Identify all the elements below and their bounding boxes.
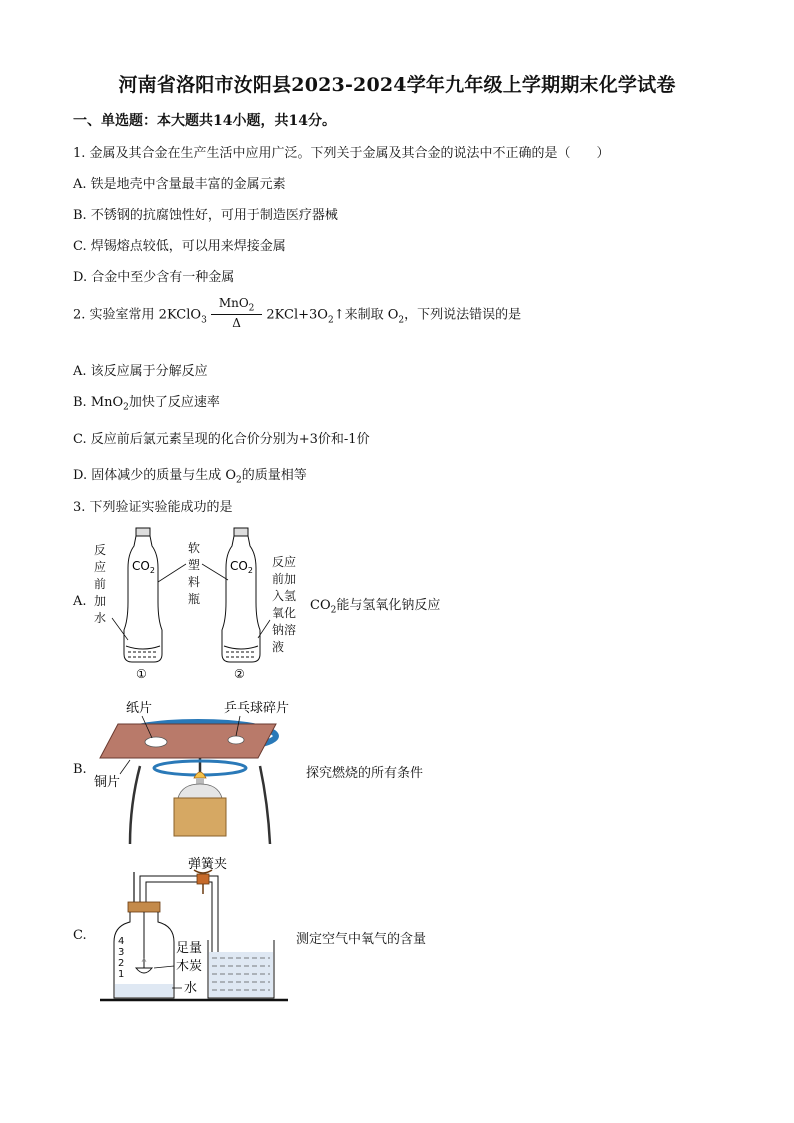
bottle-2 xyxy=(222,528,260,662)
svg-text:塑: 塑 xyxy=(188,558,201,572)
pingpong-piece xyxy=(228,736,244,744)
figure-c-apparatus xyxy=(100,852,292,1004)
q2-option-a: A. 该反应属于分解反应 xyxy=(73,364,208,379)
q1-option-d: D. 合金中至少含有一种金属 xyxy=(73,270,235,285)
svg-text:料: 料 xyxy=(188,575,201,589)
svg-text:钠溶: 钠溶 xyxy=(272,623,297,637)
svg-text:瓶: 瓶 xyxy=(188,592,201,606)
svg-text:液: 液 xyxy=(272,640,285,654)
svg-text:1: 1 xyxy=(118,969,125,980)
co2-label-1: $CO_2$ xyxy=(132,559,155,575)
reaction-condition xyxy=(211,296,263,330)
q1-stem: 1. 金属及其合金在生产生活中应用广泛。下列关于金属及其合金的说法中不正确的是（ ） xyxy=(73,146,610,161)
figure-a-bottles xyxy=(88,524,318,684)
bottle-number-2: ② xyxy=(234,667,245,681)
heat-symbol: Δ xyxy=(232,316,241,331)
left-note-4: 加 xyxy=(94,594,107,608)
co2-label-2: $CO_2$ xyxy=(230,559,253,575)
catalyst-label: MnO$_2$ xyxy=(211,296,263,315)
figure-b-combustion xyxy=(90,694,305,850)
q2-stem-post3: ，下列说法错误的是 xyxy=(404,307,522,323)
svg-text:氧化: 氧化 xyxy=(272,606,297,620)
q1-option-a: A. 铁是地壳中含量最丰富的金属元素 xyxy=(73,177,286,192)
water-label: 水 xyxy=(184,981,198,996)
bottle-number-1: ① xyxy=(136,667,147,681)
svg-text:4: 4 xyxy=(118,936,125,947)
svg-text:软: 软 xyxy=(188,541,201,555)
q2-stem: 2. 实验室常用 2KClO$_3$ $\frac{MnO_2}{\Delta}$ $2KCl+3O_2↑$来制取 $O_2$，下列说法错误的是 xyxy=(73,296,522,331)
q3-option-c-label: C. xyxy=(73,928,87,943)
carbon-label-2: 木炭 xyxy=(176,959,203,974)
bottle-1 xyxy=(124,528,162,662)
q3-option-b-label: B. xyxy=(73,762,87,777)
section-heading: 一、单选题：本大题共14小题，共14分。 xyxy=(73,113,336,129)
q1-option-b: B. 不锈钢的抗腐蚀性好，可用于制造医疗器械 xyxy=(73,208,338,223)
volume-marks xyxy=(118,936,124,980)
copper-sheet xyxy=(100,724,276,758)
q3-stem: 3. 下列验证实验能成功的是 xyxy=(73,500,233,515)
paper-piece xyxy=(145,737,167,747)
left-note-3: 前 xyxy=(94,577,107,591)
q1-option-c: C. 焊锡熔点较低，可以用来焊接金属 xyxy=(73,239,286,254)
q2-stem-pre: 2. 实验室常用 2KClO xyxy=(73,307,202,323)
q2-stem-post2: ↑来制取 O xyxy=(333,307,399,323)
carbon-label-1: 足量 xyxy=(176,941,203,956)
svg-text:2: 2 xyxy=(118,958,125,969)
q2-option-d: D. 固体减少的质量与生成 $O_2$的质量相等 xyxy=(73,468,307,486)
q3-option-c-text: 测定空气中氧气的含量 xyxy=(296,932,427,947)
clamp-label: 弹簧夹 xyxy=(188,857,228,872)
left-note-5: 水 xyxy=(94,611,107,625)
stopper xyxy=(128,902,160,912)
paper-title: 河南省洛阳市汝阳县2023-2024学年九年级上学期期末化学试卷 xyxy=(118,74,676,96)
spring-clamp xyxy=(194,870,212,894)
q3-option-b-text: 探究燃烧的所有条件 xyxy=(306,766,424,781)
left-note-2: 应 xyxy=(94,560,107,574)
svg-text:入氢: 入氢 xyxy=(272,589,297,603)
copper-label: 铜片 xyxy=(94,775,121,790)
right-note xyxy=(272,554,296,654)
left-note-1: 反 xyxy=(94,543,107,557)
alcohol-lamp xyxy=(174,772,226,836)
svg-text:3: 3 xyxy=(118,947,125,958)
q3-option-a-label: A. xyxy=(73,594,87,609)
jar-water xyxy=(115,984,173,997)
q2-option-b: B. MnO$_2$加快了反应速率 xyxy=(73,395,220,413)
pingpong-label: 乒乓球碎片 xyxy=(224,701,290,716)
svg-text:反应: 反应 xyxy=(272,555,297,569)
q3-option-a-text: $CO_2$能与氢氧化钠反应 xyxy=(310,598,441,616)
left-note xyxy=(94,543,106,625)
paper-label: 纸片 xyxy=(126,701,153,716)
q2-stem-post1: 2KCl+3O xyxy=(266,307,328,323)
q2-sub-1: 3 xyxy=(201,315,207,326)
soft-bottle-label xyxy=(188,541,200,606)
svg-text:前加: 前加 xyxy=(272,572,297,586)
q2-option-c: C. 反应前后氯元素呈现的化合价分别为+3价和-1价 xyxy=(73,432,370,447)
